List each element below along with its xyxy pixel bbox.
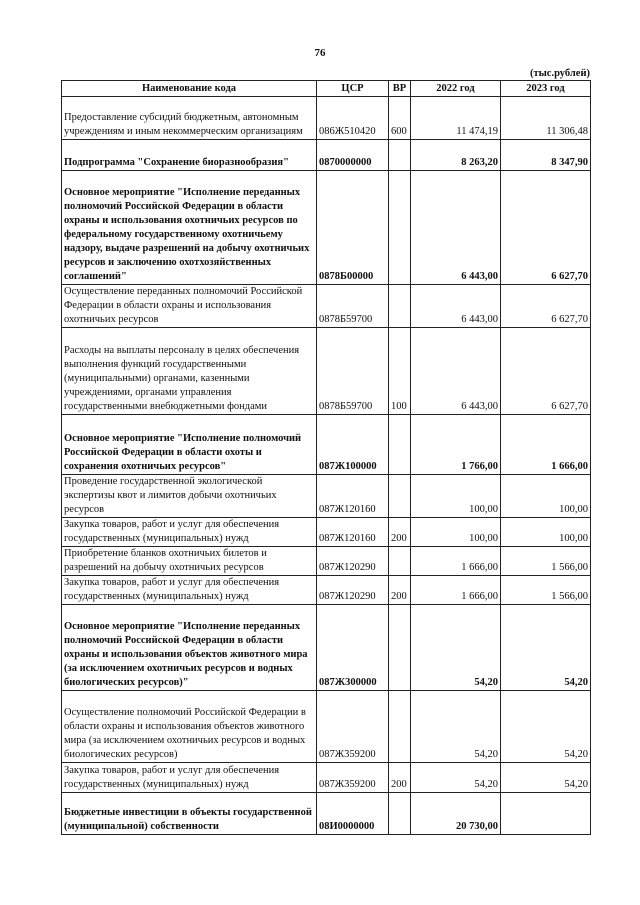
cell-2023: 54,20 <box>501 691 591 763</box>
table-row <box>62 793 591 835</box>
cell-vr: 600 <box>389 97 411 140</box>
cell-2023: 100,00 <box>501 475 591 518</box>
cell-name: Проведение государственной экологической экспертизы квот и лимитов добычи охотничьих ресурсов <box>62 475 317 518</box>
cell-name: Закупка товаров, работ и услуг для обеспечения государственных (муниципальных) нужд <box>62 763 317 793</box>
cell-name: Приобретение бланков охотничьих билетов и разрешений на добычу охотничьих ресурсов <box>62 547 317 576</box>
cell-2023: 100,00 <box>501 518 591 547</box>
cell-csr: 0878Б00000 <box>317 171 389 285</box>
cell-csr: 0870000000 <box>317 140 389 171</box>
cell-2022: 8 263,20 <box>411 140 501 171</box>
cell-vr <box>389 140 411 171</box>
cell-2023: 6 627,70 <box>501 285 591 328</box>
cell-vr: 200 <box>389 518 411 547</box>
cell-2022: 1 766,00 <box>411 415 501 475</box>
cell-name: Закупка товаров, работ и услуг для обеспечения государственных (муниципальных) нужд <box>62 576 317 605</box>
cell-vr <box>389 605 411 691</box>
cell-csr: 087Ж359200 <box>317 691 389 763</box>
cell-2022: 54,20 <box>411 763 501 793</box>
cell-2023: 11 306,48 <box>501 97 591 140</box>
cell-2023: 8 347,90 <box>501 140 591 171</box>
table-row <box>62 285 591 328</box>
cell-vr: 200 <box>389 763 411 793</box>
cell-name: Основное мероприятие "Исполнение переданных полномочий Российской Федерации в области охраны и использования охотничьих ресурсов по федеральному государственному охотничьему надзору, выдаче разрешений на добычу охотничьих ресурсов и заключению охотхозяйственных соглашений" <box>62 171 317 285</box>
cell-2022: 1 666,00 <box>411 576 501 605</box>
cell-name: Закупка товаров, работ и услуг для обеспечения государственных (муниципальных) нужд <box>62 518 317 547</box>
header-2022: 2022 год <box>411 81 501 97</box>
cell-csr: 087Ж120290 <box>317 547 389 576</box>
table-row <box>62 140 591 171</box>
cell-2022: 1 666,00 <box>411 547 501 576</box>
header-2023: 2023 год <box>501 81 591 97</box>
cell-vr <box>389 415 411 475</box>
cell-2023: 54,20 <box>501 763 591 793</box>
table-body <box>62 97 591 835</box>
table-row <box>62 171 591 285</box>
budget-table <box>61 80 591 835</box>
table-row <box>62 475 591 518</box>
cell-name: Расходы на выплаты персоналу в целях обеспечения выполнения функций государственными (муниципальными) органами, казенными учреждениями, органами управления государственными внебюджетными фондами <box>62 328 317 415</box>
table-row <box>62 576 591 605</box>
table-row <box>62 691 591 763</box>
cell-2022: 6 443,00 <box>411 328 501 415</box>
cell-csr: 086Ж510420 <box>317 97 389 140</box>
table-row <box>62 605 591 691</box>
cell-name: Осуществление переданных полномочий Российской Федерации в области охраны и использования охотничьих ресурсов <box>62 285 317 328</box>
cell-csr: 087Ж300000 <box>317 605 389 691</box>
cell-2022: 20 730,00 <box>411 793 501 835</box>
header-csr: ЦСР <box>317 81 389 97</box>
table-row <box>62 328 591 415</box>
cell-name: Предоставление субсидий бюджетным, автономным учреждениям и иным некоммерческим организациям <box>62 97 317 140</box>
cell-vr <box>389 691 411 763</box>
cell-vr <box>389 171 411 285</box>
cell-2023: 6 627,70 <box>501 171 591 285</box>
cell-vr <box>389 547 411 576</box>
table-row <box>62 415 591 475</box>
cell-2022: 54,20 <box>411 691 501 763</box>
cell-vr <box>389 475 411 518</box>
cell-vr <box>389 793 411 835</box>
table-row <box>62 97 591 140</box>
cell-2023: 6 627,70 <box>501 328 591 415</box>
cell-vr: 100 <box>389 328 411 415</box>
cell-name: Осуществление полномочий Российской Федерации в области охраны и использования объектов животного мира (за исключением охотничьих ресурсов и водных биологических ресурсов) <box>62 691 317 763</box>
cell-name: Основное мероприятие "Исполнение переданных полномочий Российской Федерации в области охраны и использования объектов животного мира (за исключением охотничьих ресурсов и водных биологических ресурсов)" <box>62 605 317 691</box>
header-name: Наименование кода <box>62 81 317 97</box>
cell-csr: 087Ж100000 <box>317 415 389 475</box>
table-row <box>62 518 591 547</box>
cell-csr: 087Ж120290 <box>317 576 389 605</box>
cell-csr: 08И0000000 <box>317 793 389 835</box>
table-row <box>62 763 591 793</box>
cell-2022: 6 443,00 <box>411 171 501 285</box>
cell-2023: 1 666,00 <box>501 415 591 475</box>
cell-2022: 54,20 <box>411 605 501 691</box>
cell-vr <box>389 285 411 328</box>
cell-2022: 100,00 <box>411 475 501 518</box>
header-vr: ВР <box>389 81 411 97</box>
cell-2023: 54,20 <box>501 605 591 691</box>
cell-csr: 087Ж120160 <box>317 475 389 518</box>
cell-csr: 0878Б59700 <box>317 328 389 415</box>
cell-csr: 0878Б59700 <box>317 285 389 328</box>
cell-name: Подпрограмма "Сохранение биоразнообразия" <box>62 140 317 171</box>
cell-2022: 6 443,00 <box>411 285 501 328</box>
units-label: (тыс.рублей) <box>529 68 590 79</box>
cell-name: Основное мероприятие "Исполнение полномочий Российской Федерации в области охоты и сохранения охотничьих ресурсов" <box>62 415 317 475</box>
cell-2023: 1 566,00 <box>501 576 591 605</box>
cell-csr: 087Ж359200 <box>317 763 389 793</box>
cell-2023: 1 566,00 <box>501 547 591 576</box>
cell-vr: 200 <box>389 576 411 605</box>
cell-2023 <box>501 793 591 835</box>
page-number: 76 <box>314 47 326 59</box>
table-row <box>62 547 591 576</box>
cell-2022: 11 474,19 <box>411 97 501 140</box>
cell-csr: 087Ж120160 <box>317 518 389 547</box>
cell-name: Бюджетные инвестиции в объекты государственной (муниципальной) собственности <box>62 793 317 835</box>
table-header-row <box>62 81 591 97</box>
cell-2022: 100,00 <box>411 518 501 547</box>
